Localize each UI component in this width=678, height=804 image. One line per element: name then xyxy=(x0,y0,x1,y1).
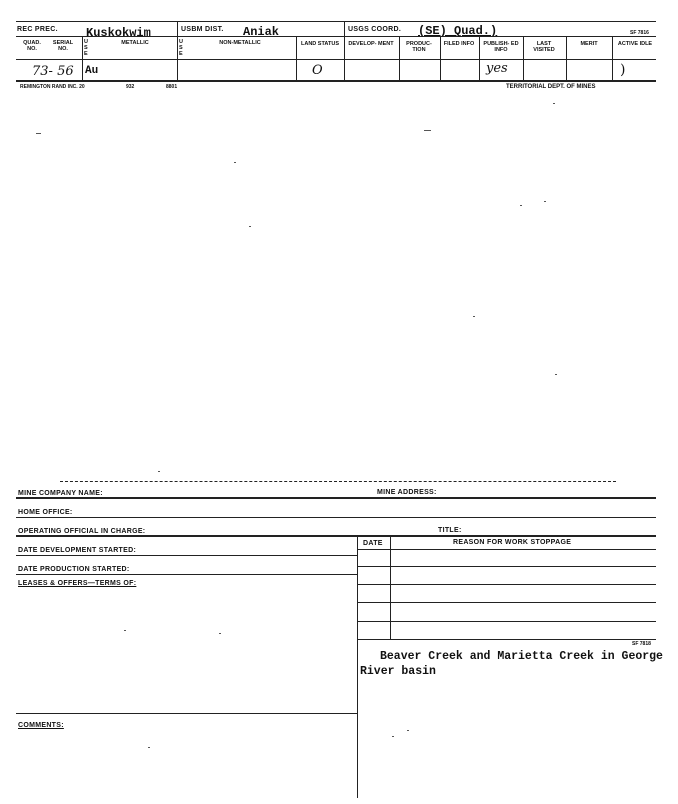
stoppage-row-rule xyxy=(357,639,656,640)
stoppage-date-divider xyxy=(390,535,391,639)
card-fold-rule xyxy=(60,481,616,482)
col-divider-filed xyxy=(440,36,441,80)
header-divider-1 xyxy=(177,21,178,80)
col-divider-land xyxy=(296,36,297,80)
col-published-info: PUBLISH- ED INFO xyxy=(483,41,519,53)
speck xyxy=(473,316,475,317)
col-development: DEVELOP- MENT xyxy=(348,41,394,47)
speck xyxy=(158,471,160,472)
col-divider-pub xyxy=(479,36,480,80)
speck xyxy=(544,201,546,202)
date-production-rule xyxy=(16,574,357,575)
agency-name: TERRITORIAL DEPT. OF MINES xyxy=(506,84,596,90)
operating-official-label: OPERATING OFFICIAL IN CHARGE: xyxy=(18,528,146,535)
rec-prec-label: REC PREC. xyxy=(17,26,58,33)
row-metallic: Au xyxy=(85,65,99,77)
mine-company-name-label: MINE COMPANY NAME: xyxy=(18,490,103,497)
leases-label: LEASES & OFFERS—TERMS OF: xyxy=(18,580,137,587)
stoppage-table-left xyxy=(357,535,358,798)
title-label: TITLE: xyxy=(438,527,462,534)
col-divider-merit xyxy=(566,36,567,80)
home-office-rule xyxy=(16,517,656,518)
col-divider-last xyxy=(523,36,524,80)
col-divider-use1 xyxy=(82,36,83,80)
speck xyxy=(392,736,394,737)
usgs-coord-label: USGS COORD. xyxy=(348,26,402,33)
row-bottom-rule xyxy=(16,80,656,82)
speck xyxy=(553,103,555,104)
comments-label: COMMENTS: xyxy=(18,722,64,729)
mine-address-label: MINE ADDRESS: xyxy=(377,489,437,496)
operating-official-rule xyxy=(16,535,656,537)
form-number-bottom: SF 7818 xyxy=(632,641,651,647)
col-divider-active xyxy=(612,36,613,80)
note-line-1: Beaver Creek and Marietta Creek in George xyxy=(380,650,663,663)
speck xyxy=(148,747,150,748)
row-top-rule xyxy=(16,59,656,60)
col-filed-info: FILED INFO xyxy=(443,41,475,47)
note-line-2: River basin xyxy=(360,665,436,678)
speck xyxy=(407,730,409,731)
col-last-visited: LAST VISITED xyxy=(533,41,555,53)
col-active-idle: ACTIVE IDLE xyxy=(617,41,653,47)
printer-code-1: 932 xyxy=(126,84,135,90)
col-use-1: U S E xyxy=(84,39,88,57)
stoppage-row-rule xyxy=(357,621,656,622)
header-top-rule xyxy=(16,21,656,22)
stoppage-row-rule xyxy=(357,566,656,567)
stoppage-row-rule xyxy=(357,602,656,603)
row-published-info: yes xyxy=(486,61,508,76)
usgs-coord-value: (SE) Quad.) xyxy=(418,24,498,38)
speck xyxy=(219,633,221,634)
row-land-status: O xyxy=(312,63,323,78)
speck xyxy=(249,226,251,227)
col-merit: MERIT xyxy=(580,41,598,47)
date-development-rule xyxy=(16,555,357,556)
mine-company-rule xyxy=(16,497,656,499)
stoppage-row-rule xyxy=(357,584,656,585)
date-development-started-label: DATE DEVELOPMENT STARTED: xyxy=(18,547,137,554)
speck xyxy=(555,374,557,375)
speck xyxy=(36,133,41,134)
speck xyxy=(234,162,236,163)
header-divider-2 xyxy=(344,21,345,80)
stoppage-date-header: DATE xyxy=(363,540,383,547)
col-use-2: U S E xyxy=(179,39,183,57)
col-quad-no: QUAD. NO. xyxy=(23,40,41,52)
home-office-label: HOME OFFICE: xyxy=(18,509,73,516)
col-metallic: METALLIC xyxy=(121,40,149,46)
date-production-started-label: DATE PRODUCTION STARTED: xyxy=(18,566,130,573)
usbm-dist-value: Aniak xyxy=(243,25,280,39)
form-number-top: SF 7816 xyxy=(630,30,649,36)
col-non-metallic: NON-METALLIC xyxy=(219,40,261,46)
stoppage-row-rule xyxy=(357,549,656,550)
row-active-idle: ) xyxy=(620,62,626,78)
printer-name: REMINGTON RAND INC. 20 xyxy=(20,84,85,90)
speck xyxy=(520,205,522,206)
row-quad-serial: 73- 56 xyxy=(32,64,74,79)
rec-prec-value: Kuskokwim xyxy=(86,26,151,40)
speck xyxy=(124,630,126,631)
usbm-dist-label: USBM DIST. xyxy=(181,26,224,33)
speck xyxy=(424,130,431,131)
col-land-status: LAND STATUS xyxy=(301,41,339,47)
comments-rule xyxy=(16,713,357,714)
col-production: PRODUC- TION xyxy=(406,41,432,53)
col-divider-prod xyxy=(399,36,400,80)
col-serial-no: SERIAL NO. xyxy=(52,40,74,52)
stoppage-reason-header: REASON FOR WORK STOPPAGE xyxy=(453,539,572,546)
printer-code-2: 8801 xyxy=(166,84,178,90)
